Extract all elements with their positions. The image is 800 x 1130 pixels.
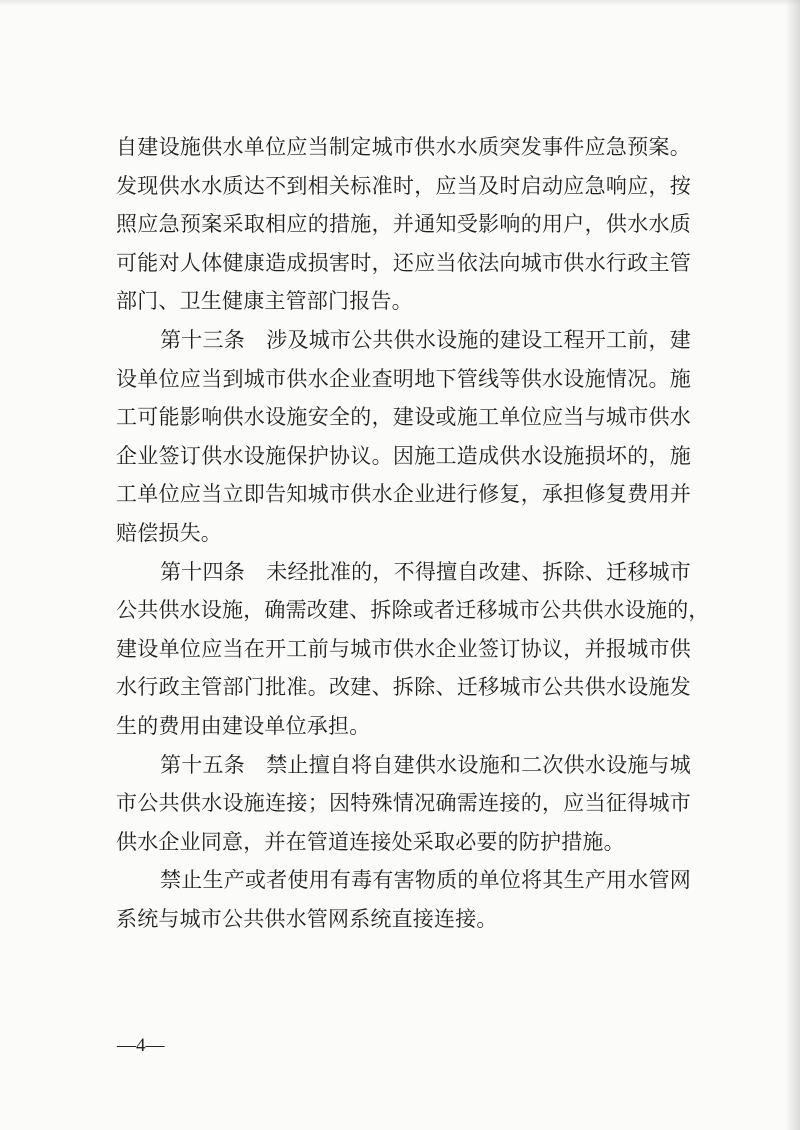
text-line: 企业签订供水设施保护协议。因施工造成供水设施损坏的，施 — [116, 443, 691, 468]
text-line: 市公共供水设施连接；因特殊情况确需连接的，应当征得城市 — [116, 791, 691, 816]
text-line: 工单位应当立即告知城市供水企业进行修复，承担修复费用并 — [116, 482, 691, 507]
text-line: 赔偿损失。 — [116, 520, 222, 545]
text-line: 供水企业同意，并在管道连接处采取必要的防护措施。 — [116, 829, 625, 854]
text-line: 第十五条 禁止擅自将自建供水设施和二次供水设施与城 — [160, 752, 691, 777]
text-line: 自建设施供水单位应当制定城市供水水质突发事件应急预案。 — [116, 135, 691, 159]
text-line: 系统与城市公共供水管网系统直接连接。 — [116, 906, 498, 931]
text-line: 禁止生产或者使用有毒有害物质的单位将其生产用水管网 — [160, 868, 691, 893]
text-line: 建设单位应当在开工前与城市供水企业签订协议，并报城市供 — [116, 636, 691, 661]
paragraph-article-15 — [116, 746, 691, 862]
page-top-shadow — [0, 0, 800, 6]
text-line: 发现供水水质达不到相关标准时，应当及时启动应急响应，按 — [116, 173, 691, 198]
text-line: 部门、卫生健康主管部门报告。 — [116, 289, 413, 314]
body-text — [116, 128, 710, 938]
paragraph — [116, 128, 691, 321]
text-line: 第十三条 涉及城市公共供水设施的建设工程开工前，建 — [160, 327, 691, 352]
text-line: 可能对人体健康造成损害时，还应当依法向城市供水行政主管 — [116, 250, 691, 275]
text-line: 生的费用由建设单位承担。 — [116, 713, 371, 738]
paragraph-article-14 — [116, 553, 710, 746]
text-line: 设单位应当到城市供水企业查明地下管线等供水设施情况。施 — [116, 366, 691, 391]
text-line: 工可能影响供水设施安全的，建设或施工单位应当与城市供水 — [116, 405, 691, 430]
text-line: 照应急预案采取相应的措施，并通知受影响的用户，供水水质 — [116, 212, 691, 237]
page-edge-shadow — [786, 0, 800, 1130]
text-line: 公共供水设施，确需改建、拆除或者迁移城市公共供水设施的， — [116, 598, 710, 623]
text-line: 水行政主管部门批准。改建、拆除、迁移城市公共供水设施发 — [116, 675, 691, 700]
paragraph-article-13 — [116, 321, 691, 553]
paragraph — [116, 861, 691, 938]
page-number: —4— — [117, 1035, 165, 1056]
text-line: 第十四条 未经批准的，不得擅自改建、拆除、迁移城市 — [160, 559, 691, 584]
